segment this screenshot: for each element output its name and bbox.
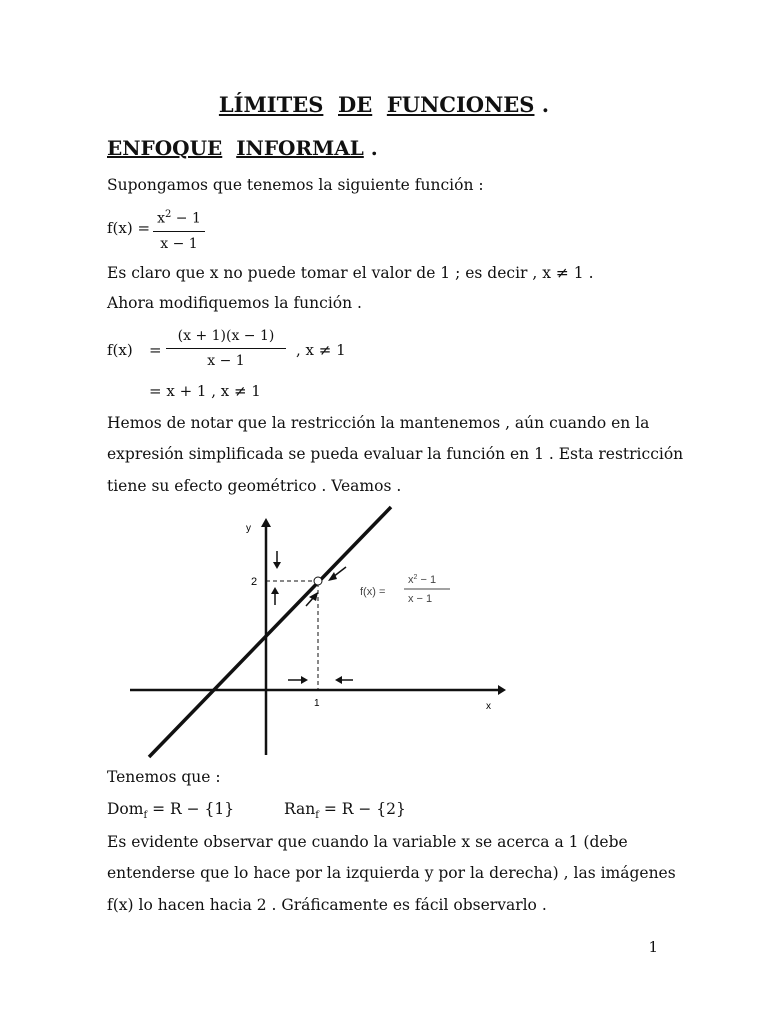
x-axis-label: x bbox=[486, 701, 491, 712]
range-subscript: f bbox=[315, 810, 319, 822]
paragraph-conclusion-line-3: f(x) lo hacen hacia 2 . Gráficamente es fácil observarlo . bbox=[107, 896, 547, 914]
graph-function-numerator bbox=[408, 574, 436, 586]
heading-word-2: INFORMAL bbox=[236, 136, 364, 160]
page-title bbox=[0, 92, 768, 117]
fraction-bar bbox=[153, 231, 205, 232]
paragraph-intro: Supongamos que tenemos la siguiente función : bbox=[107, 176, 484, 194]
formula-3: = x + 1 , x ≠ 1 bbox=[149, 382, 261, 400]
range-statement bbox=[284, 800, 406, 821]
arrow-down-icon bbox=[273, 562, 281, 569]
title-end: . bbox=[534, 92, 550, 117]
formula-2-equals: = bbox=[149, 341, 162, 359]
formula-2-denominator: x − 1 bbox=[207, 353, 245, 369]
domain-subscript: f bbox=[143, 810, 148, 822]
formula-2-numerator: (x + 1)(x − 1) bbox=[177, 328, 275, 344]
formula-1-num-base: x bbox=[157, 210, 165, 227]
formula-2-lhs: f(x) bbox=[107, 341, 133, 359]
arrow-left-icon bbox=[335, 676, 342, 684]
range-value: = R − {2} bbox=[318, 800, 406, 818]
graph-function-denominator: x − 1 bbox=[408, 593, 433, 605]
range-label: Ran bbox=[284, 800, 316, 818]
fraction-bar bbox=[166, 348, 286, 349]
graph-num-rest: − 1 bbox=[417, 574, 437, 586]
y-axis-label: y bbox=[246, 523, 251, 534]
formula-1-denominator: x − 1 bbox=[160, 235, 198, 252]
domain-label: Dom bbox=[107, 800, 144, 818]
heading-word-1: ENFOQUE bbox=[107, 136, 223, 160]
graph-num-base: x bbox=[408, 574, 414, 586]
formula-1-num-exp: 2 bbox=[164, 209, 172, 220]
paragraph-restriction: Es claro que x no puede tomar el valor de 1 ; es decir , x ≠ 1 . bbox=[107, 264, 594, 282]
paragraph-conclusion-line-1: Es evidente observar que cuando la variable x se acerca a 1 (debe bbox=[107, 833, 628, 851]
paragraph-note-line-1: Hemos de notar que la restricción la mantenemos , aún cuando en la bbox=[107, 414, 650, 432]
function-graph bbox=[120, 505, 510, 760]
formula-1-num-rest: − 1 bbox=[171, 210, 201, 227]
paragraph-modify: Ahora modifiquemos la función . bbox=[107, 294, 362, 312]
domain-value: = R − {1} bbox=[147, 800, 235, 818]
formula-1-lhs: f(x) = bbox=[107, 219, 151, 237]
arrow-up-icon bbox=[271, 587, 279, 594]
page-number: 1 bbox=[648, 938, 658, 956]
formula-2-condition: , x ≠ 1 bbox=[296, 341, 346, 359]
section-heading bbox=[107, 136, 378, 160]
x-axis-arrow bbox=[498, 685, 506, 695]
removed-point-hole bbox=[314, 577, 322, 585]
title-word-3: FUNCIONES bbox=[386, 92, 535, 117]
graph-num-exp: 2 bbox=[413, 574, 418, 581]
x-tick-1: 1 bbox=[314, 698, 320, 709]
title-word-1: LÍMITES bbox=[218, 92, 324, 117]
y-axis-arrow bbox=[261, 518, 271, 527]
paragraph-note-line-2: expresión simplificada se pueda evaluar la función en 1 . Esta restricción bbox=[107, 445, 684, 463]
formula-1-numerator bbox=[153, 205, 205, 229]
formula-1-fraction bbox=[153, 205, 205, 254]
title-word-2: DE bbox=[338, 92, 373, 117]
paragraph-conclusion-line-2: entenderse que lo hace por la izquierda y por la derecha) , las imágenes bbox=[107, 864, 676, 882]
graph-function-lhs: f(x) = bbox=[360, 586, 386, 598]
arrow-diag-upper-icon bbox=[328, 572, 337, 581]
paragraph-note-line-3: tiene su efecto geométrico . Veamos . bbox=[107, 477, 402, 495]
y-tick-2: 2 bbox=[251, 576, 258, 588]
arrow-right-icon bbox=[301, 676, 308, 684]
domain-statement bbox=[107, 800, 234, 821]
heading-end: . bbox=[363, 136, 378, 160]
formula-2-fraction bbox=[166, 326, 286, 371]
arrow-diag-lower-icon bbox=[309, 592, 318, 601]
paragraph-tenemos: Tenemos que : bbox=[107, 768, 221, 786]
function-line bbox=[149, 507, 391, 757]
